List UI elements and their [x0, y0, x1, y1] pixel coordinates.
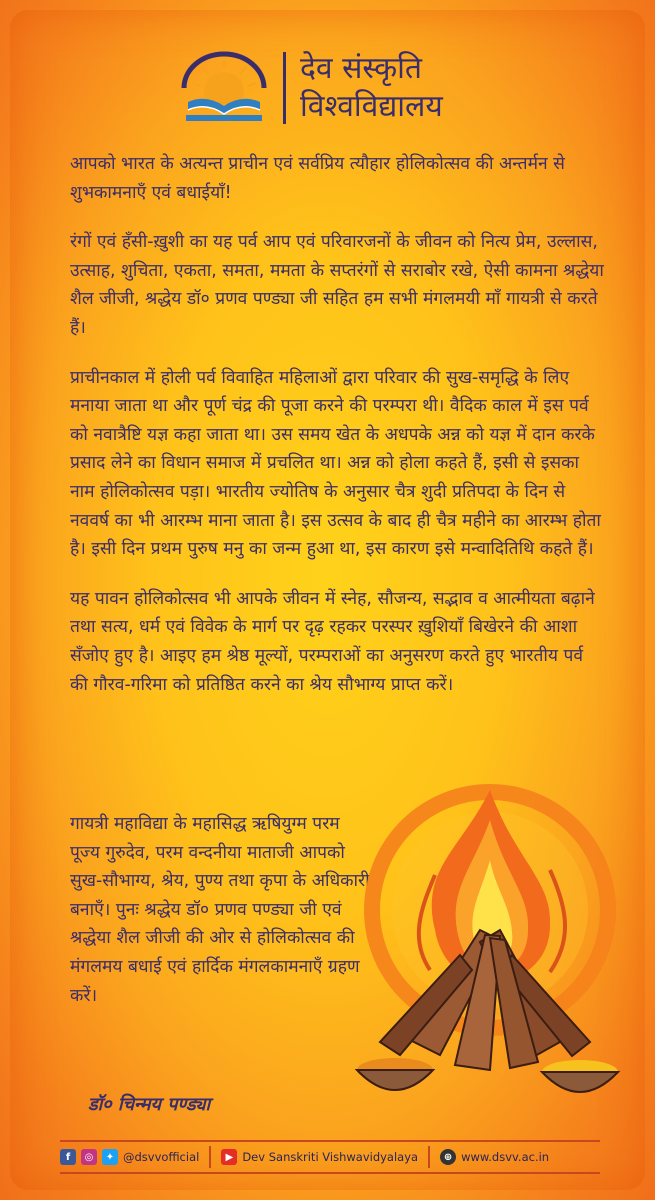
paragraph-2: रंगों एवं हँसी-ख़ुशी का यह पर्व आप एवं परिवारजनों के जीवन को नित्य प्रेम, उल्लास, उत्साह, शुचिता, एकता, समता, ममता के सप्तरंगों से सराबोर रखे, ऐसी कामना श्रद्धेया शैल जीजी, श्रद्धेय डॉ० प्रणव पण्ड्या जी सहित हम सभी मंगलमयी माँ गायत्री से करते हैं।: [70, 232, 604, 338]
signature: डॉ० चिन्मय पण्ड्या: [88, 1094, 211, 1115]
footer-separator: [428, 1146, 430, 1168]
university-name: [300, 50, 443, 126]
footer-separator: [209, 1146, 211, 1168]
holika-fire-illustration-icon: [340, 780, 630, 1100]
facebook-icon[interactable]: f: [60, 1149, 76, 1165]
website-link: [440, 1149, 549, 1165]
blessing-text: गायत्री महाविद्या के महासिद्ध ऋषियुग्म परम पूज्य गुरुदेव, परम वन्दनीया माताजी आपको सुख-सौभाग्य, श्रेय, पुण्य तथा कृपा के अधिकारी बनाएँ। पुनः श्रद्धेय डॉ० प्रणव पण्ड्या जी एवं श्रद्धेया शैल जीजी की ओर से होलिकोत्सव की मंगलमय बधाई एवं हार्दिक मंगलकामनाएँ ग्रहण करें।: [70, 814, 370, 1006]
website-url[interactable]: www.dsvv.ac.in: [461, 1150, 550, 1164]
youtube-link: [221, 1149, 418, 1165]
university-emblem-icon: [178, 48, 270, 124]
footer: [60, 1140, 600, 1174]
social-links: [60, 1149, 199, 1165]
paragraph-1: आपको भारत के अत्यन्त प्राचीन एवं सर्वप्रिय त्यौहार होलिकोत्सव की अन्तर्मन से शुभकामनाएँ एवं बधाईयाँ!: [70, 154, 565, 203]
youtube-icon[interactable]: ▶: [221, 1149, 237, 1165]
university-name-line2: विश्वविद्यालय: [300, 89, 443, 124]
greeting-content: [70, 150, 605, 720]
header-divider: [283, 52, 286, 124]
paragraph-3: प्राचीनकाल में होली पर्व विवाहित महिलाओं द्वारा परिवार की सुख-समृद्धि के लिए मनाया जाता था और पूर्ण चंद्र की पूजा करने की परम्परा थी। वैदिक काल में इस पर्व को नवात्रैष्टि यज्ञ कहा जाता था। उस समय खेत के अधपके अन्न को यज्ञ में दान करके प्रसाद लेने का विधान समाज में प्रचलित था। अन्न को होला कहते हैं, इसी से इसका नाम होलिकोत्सव पड़ा। भारतीय ज्योतिष के अनुसार चैत्र शुदी प्रतिपदा के दिन से नववर्ष का भी आरम्भ माना जाता है। इस उत्सव के बाद ही चैत्र महीने का आरम्भ होता है। इसी दिन प्रथम पुरुष मनु का जन्म हुआ था, इस कारण इसे मन्वादितिथि कहते हैं।: [70, 367, 601, 560]
header: [0, 42, 655, 142]
youtube-channel-name[interactable]: Dev Sanskriti Vishwavidyalaya: [242, 1150, 419, 1164]
instagram-icon[interactable]: ◎: [81, 1149, 97, 1165]
paragraph-4: यह पावन होलिकोत्सव भी आपके जीवन में स्नेह, सौजन्य, सद्भाव व आत्मीयता बढ़ाने तथा सत्य, धर्म एवं विवेक के मार्ग पर दृढ़ रहकर परस्पर ख़ुशियाँ बिखेरने की आशा सँजोए हुए है। आइए हम श्रेष्ठ मूल्यों, परम्पराओं का अनुसरण करते हुए भारतीय पर्व की गौरव-गरिमा को प्रतिष्ठित करने का श्रेय सौभाग्य प्राप्त करें।: [70, 588, 595, 695]
university-name-line1: देव संस्कृति: [300, 51, 423, 86]
twitter-icon[interactable]: ✦: [102, 1149, 118, 1165]
social-handle[interactable]: @dsvvofficial: [123, 1150, 200, 1164]
globe-icon[interactable]: ⊕: [440, 1149, 456, 1165]
